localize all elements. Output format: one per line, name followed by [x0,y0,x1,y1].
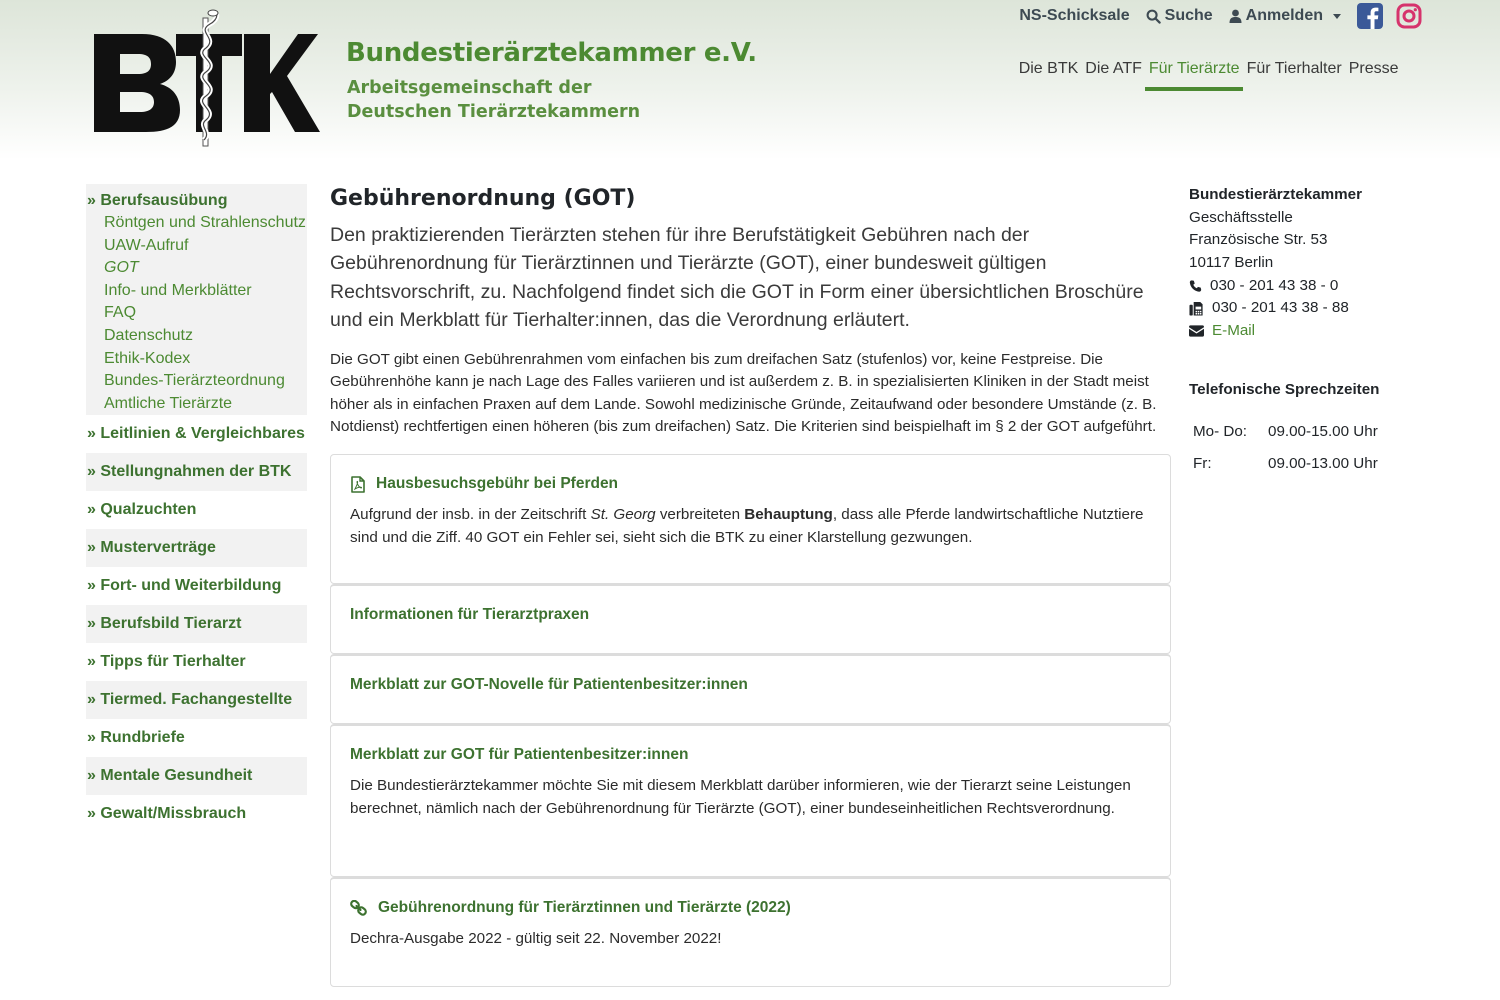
contact-fax-row [1189,297,1429,320]
card-link-merkblatt-got[interactable] [350,744,1151,766]
contact-aside [1189,184,1429,480]
org-name: Bundestierärztekammer e.V. [346,38,757,68]
hours-day: Fr: [1193,455,1212,473]
contact-org-name: Bundestierärztekammer [1189,186,1363,203]
list-item [86,325,307,348]
card-text-merkblatt-got: Die Bundestierärztekammer möchte Sie mit diesem Merkblatt darüber informieren, wie der Tierarzt seine Leistungen berechnet, nämlich nach der Gebührenordnung für Tierärzte (GOT), einer bundeseinheitlichen Rechtsverordnung. [350,777,1131,817]
nav-fuer-tierhalter[interactable]: Für Tierhalter [1246,60,1342,77]
office-hours-title: Telefonische Sprechzeiten [1189,380,1380,398]
nav-die-btk[interactable]: Die BTK [1018,60,1079,77]
hours-day: Mo- Do: [1193,423,1248,441]
list-item [86,393,307,416]
search-link[interactable] [1146,7,1213,25]
sidebar-subitem-uaw-aufruf[interactable]: UAW-Aufruf [104,236,189,254]
sidebar-item-berufsausuebung[interactable]: » Berufsausübung [87,192,228,209]
sidebar-item-tipps-tierhalter[interactable]: » Tipps für Tierhalter [87,653,246,671]
hours-time: 09.00-15.00 Uhr [1268,423,1378,441]
card-title-merkblatt-got-novelle: Merkblatt zur GOT-Novelle für Patientenbesitzer:innen [350,676,748,693]
list-item [86,235,307,258]
sidebar-submenu [86,212,307,415]
list-item [86,257,307,280]
section-sidebar [86,184,307,833]
nav-fuer-tieraerzte[interactable]: Für Tierärzte [1145,56,1243,91]
card-link-merkblatt-got-novelle[interactable] [350,674,1151,696]
org-subtitle [347,76,677,124]
sidebar-subitem-bundes-tieraerzteordnung[interactable]: Bundes-Tierärzteordnung [104,372,285,390]
contact-fax: 030 - 201 43 38 - 88 [1212,299,1349,317]
contact-office: Geschäftsstelle [1189,208,1293,226]
btk-logo-mark [92,4,322,149]
sidebar-subitem-datenschutz[interactable]: Datenschutz [104,326,193,344]
card-gebuehrenordnung-2022 [330,877,1171,987]
login-label: Anmelden [1245,7,1323,24]
sidebar-item-stellungnahmen[interactable]: » Stellungnahmen der BTK [86,453,307,491]
list-item [86,212,307,235]
sidebar-subitem-ethik-kodex[interactable]: Ethik-Kodex [104,349,191,367]
page-title: Gebührenordnung (GOT) [330,186,636,211]
card-title-informationen-tierarztpraxen: Informationen für Tierarztpraxen [350,606,590,623]
ns-schicksale-label: NS-Schicksale [1019,7,1130,24]
card-link-gebuehrenordnung-2022[interactable] [350,897,1151,919]
card-title-hausbesuchsgebuehr: Hausbesuchsgebühr bei Pferden [376,475,619,492]
lead-paragraph: Den praktizierenden Tierärzten stehen für ihre Berufstätigkeit Gebühren nach der Gebührenordnung für Tierärztinnen und Tierärzte (GOT), einer bundesweit gültigen Rechtsvorschrift, zu. Nachfolgend findet sich die GOT in Form einer übersichtlichen Broschüre und ein Merkblatt für Tierhalter:innen, das die Verordnung erläutert. [330,224,1144,332]
sidebar-item-berufsbild[interactable]: » Berufsbild Tierarzt [86,605,307,643]
nav-presse[interactable]: Presse [1348,60,1399,77]
facebook-link[interactable] [1357,3,1383,29]
card-text-gebuehrenordnung-2022: Dechra-Ausgabe 2022 - gültig seit 22. November 2022! [350,930,722,947]
sidebar-subitem-got[interactable]: GOT [104,259,139,277]
list-item [86,370,307,393]
sidebar-item-qualzuchten[interactable]: » Qualzuchten [87,501,197,519]
contact-email-link[interactable]: E-Mail [1212,322,1256,340]
search-icon [1146,9,1161,24]
office-hours-table [1193,416,1378,480]
sidebar-item-gewalt-missbrauch[interactable]: » Gewalt/Missbrauch [87,805,247,823]
table-row [1193,416,1378,448]
sidebar-item-fortbildung[interactable]: » Fort- und Weiterbildung [87,577,282,595]
body-paragraph: Die GOT gibt einen Gebührenrahmen vom einfachen bis zum dreifachen Satz (stufenlos) vor, keine Festpreise. Die Gebührenhöhe kann je nach Lage des Falles variieren und ist außerdem z. B. in spezialisierten Kliniken in der Stadt meist höher als in einfachen Praxen auf dem Lande. Sowohl medizinische Gründe, Zeitaufwand oder besondere Umstände (z. B. Notdienst) rechtfertigen einen höheren (bis zum dreifachen) Satz. Die Kriterien sind beispielhaft im § 2 der GOT aufgeführt. [330,350,1157,436]
instagram-icon [1396,3,1422,29]
list-item [86,348,307,371]
card-title-gebuehrenordnung-2022: Gebührenordnung für Tierärztinnen und Tierärzte (2022) [378,899,791,916]
sidebar-subitem-amtliche-tieraerzte[interactable]: Amtliche Tierärzte [104,394,233,412]
list-item [86,280,307,303]
pdf-file-icon [350,476,366,493]
card-link-hausbesuchsgebuehr[interactable] [350,473,1151,495]
card-merkblatt-got [330,724,1171,877]
list-item [86,302,307,325]
fax-icon [1189,301,1204,316]
sidebar-subitem-faq[interactable]: FAQ [104,304,137,322]
envelope-icon [1189,325,1204,337]
site-header [0,0,1500,160]
sidebar-subitem-info-merkblaetter[interactable]: Info- und Merkblätter [104,281,252,299]
sidebar-item-tiermed-fachangestellte[interactable]: » Tiermed. Fachangestellte [86,681,307,719]
contact-street: Französische Str. 53 [1189,231,1328,249]
card-title-merkblatt-got: Merkblatt zur GOT für Patientenbesitzer:innen [350,746,689,763]
ns-schicksale-link[interactable] [1019,7,1129,25]
card-link-informationen-tierarztpraxen[interactable] [350,604,1151,626]
card-hausbesuchsgebuehr [330,454,1171,584]
nav-die-atf[interactable]: Die ATF [1085,60,1142,77]
social-links [1357,3,1422,29]
org-subtitle-line1: Arbeitsgemeinschaft der [347,78,592,98]
chevron-down-icon [1333,14,1341,19]
phone-icon [1189,279,1202,293]
facebook-icon [1357,3,1383,29]
sidebar-group-berufsausuebung [86,184,307,415]
sidebar-subitem-roentgen[interactable]: Röntgen und Strahlenschutz [104,214,306,231]
instagram-link[interactable] [1396,3,1422,29]
main-content [330,184,1171,987]
sidebar-item-mustervertraege[interactable]: » Musterverträge [86,529,307,567]
contact-phone: 030 - 201 43 38 - 0 [1210,276,1339,294]
top-utility-bar [1003,2,1422,30]
contact-city: 10117 Berlin [1189,254,1274,271]
login-dropdown[interactable] [1229,7,1341,25]
contact-phone-row [1189,275,1429,298]
sidebar-item-mentale-gesundheit[interactable]: » Mentale Gesundheit [86,757,307,795]
card-merkblatt-got-novelle [330,654,1171,724]
user-icon [1229,9,1242,23]
link-icon [350,900,368,916]
main-navigation [1015,56,1402,91]
contact-email-row [1189,320,1429,343]
hours-time: 09.00-13.00 Uhr [1268,455,1378,473]
sidebar-item-rundbriefe[interactable]: » Rundbriefe [87,729,185,747]
table-row [1193,448,1378,480]
sidebar-item-leitlinien[interactable]: » Leitlinien & Vergleichbares [87,425,305,443]
card-text-hausbesuchsgebuehr: Aufgrund der insb. in der Zeitschrift St. Georg verbreiteten Behauptung, dass alle Pferde landwirtschaftliche Nutztiere sind und die Ziff. 40 GOT ein Fehler sei, sieht sich die BTK zu einer Klarstellung gezwungen. [350,506,1144,546]
search-label: Suche [1164,7,1213,24]
card-informationen-tierarztpraxen [330,584,1171,654]
org-subtitle-line2: Deutschen Tierärztekammern [347,102,641,122]
